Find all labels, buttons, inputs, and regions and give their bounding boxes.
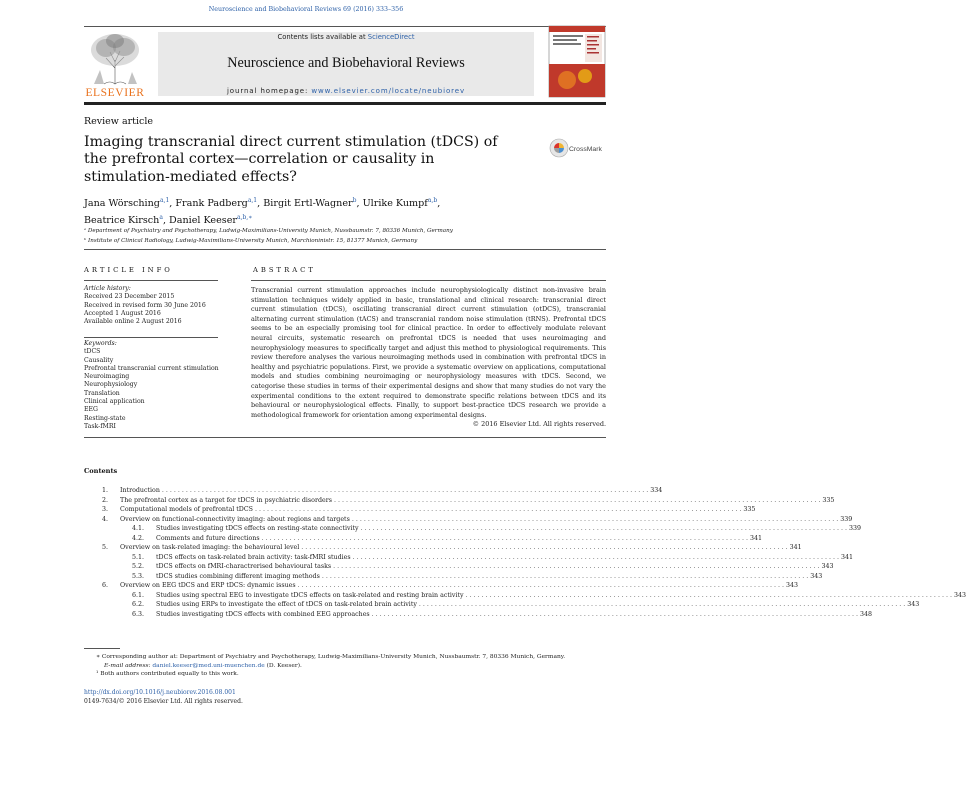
toc-number: 4.2.: [131, 534, 144, 542]
keyword: EEG: [84, 406, 98, 414]
toc-title: Studies using spectral EEG to investigate tDCS effects on task-related and resting brain activity: [156, 591, 464, 599]
toc-number: 2.: [101, 496, 108, 504]
author-separator: ,: [162, 214, 170, 226]
author-affiliation-marker[interactable]: a,b,∗: [236, 213, 253, 221]
toc-leader-dots: . . . . . . . . . . . . . . . . . . . . . . . . . . . . . . . . . . . . . . . . . . . . . . . . . . . . . . . . . . . . . . . . . . . . . . . . . . . . . . . . . . . . . . . . . . . . . . . . . . . . . . . . . . . . . . . . . . . . . . . . . .: [161, 487, 649, 494]
toc-entry[interactable]: [84, 553, 853, 563]
toc-page-number: 343: [953, 591, 966, 599]
toc-title: Overview on EEG tDCS and ERP tDCS: dynamic issues: [120, 582, 296, 589]
keyword: Task-fMRI: [84, 422, 116, 430]
toc-entry[interactable]: [84, 591, 966, 601]
toc-number: 1.: [101, 487, 108, 494]
toc-leader-dots: . . . . . . . . . . . . . . . . . . . . . . . . . . . . . . . . . . . . . . . . . . . . . . . . . . . . . . . . . . . . . . . . . . . . . . . . . . . . . . . . . . . . . . . . . . . . . . . . . . . . . . . . . . . . . . . . . . . . . . . . . .: [261, 534, 748, 542]
toc-leader-dots: . . . . . . . . . . . . . . . . . . . . . . . . . . . . . . . . . . . . . . . . . . . . . . . . . . . . . . . . . . . . . . . . . . . . . . . . . . . . . . . . . . . . . . . . . . . . . . . . . . . . . . . . . . . . . . . . . . . . . . . . . .: [351, 515, 839, 523]
toc-title: Computational models of prefrontal tDCS: [120, 506, 253, 513]
keyword: Causality: [84, 356, 114, 364]
journal-title: Neuroscience and Biobehavioral Reviews: [227, 55, 465, 71]
email-line: [84, 662, 565, 671]
toc-title: Comments and future directions: [156, 534, 260, 542]
toc-entry[interactable]: [84, 543, 802, 553]
author-affiliation-marker[interactable]: a: [159, 213, 163, 221]
affiliations: [84, 226, 453, 246]
elsevier-wordmark: ELSEVIER: [85, 87, 145, 99]
author-affiliation-marker[interactable]: a,b: [427, 197, 438, 204]
author-name[interactable]: Daniel Keeser: [169, 214, 237, 226]
toc-title: Overview on functional-connectivity imaging: about regions and targets: [120, 515, 350, 523]
toc-number: 6.1.: [131, 591, 144, 599]
toc-number: 5.: [101, 544, 108, 551]
keyword: Clinical application: [84, 398, 145, 406]
toc-page-number: 341: [749, 534, 763, 542]
keyword: Resting-state: [84, 414, 126, 422]
header-top-rule: [84, 26, 606, 27]
author-name[interactable]: Beatrice Kirsch: [84, 214, 160, 226]
abstract-text: Transcranial current stimulation approaches include neurophysiologically distinct non-invasive brain stimulation techniques widely applied in basic, translational and clinical research: transcranial direct current stimulation (tDCS), oscillating transcranial direct current stimulation (otDCS), transcranial alternating current stimulation (tACS) and transcranial random noise stimulation (tRNS). Prefrontal tDCS seems to be an especially promising tool for clinical practice. In order to effectively modulate relevant neural circuits, systematic research on prefrontal tDCS is needed that uses neuroimaging and neurophysiology measures to specifically target and adjust this method to physiological requirements. This review therefore analyses the various neuroimaging methods used in combination with prefrontal tDCS in healthy and psychiatric populations. First, we provide a systematic overview on applications, computational models and studies combining neuroimaging or neurophysiology measures with tDCS. Second, we categorise these studies in terms of their experimental designs and show that many studies do not vary the experimental conditions to the extent required to demonstrate specific relations between tDCS and its behavioural or neurophysiological effects. Finally, to support best-practice tDCS research we provide a methodological framework for orientation among experimental designs.: [251, 286, 606, 419]
toc-title: tDCS effects on task-related brain activity: task-fMRI studies: [156, 553, 351, 561]
journal-homepage-prefix: journal homepage:: [226, 87, 309, 95]
keyword: Translation: [84, 389, 120, 397]
toc-entry[interactable]: [84, 505, 756, 515]
toc-entry[interactable]: [84, 572, 823, 582]
abstract-copyright: © 2016 Elsevier Ltd. All rights reserved.: [472, 420, 606, 428]
article-title: Imaging transcranial direct current stimulation (tDCS) of the prefrontal cortex—correlation or causality in stimulation-mediated effects?: [84, 134, 498, 185]
history-accepted: Accepted 1 August 2016: [84, 309, 161, 317]
toc-entry[interactable]: [84, 610, 873, 620]
equal-contribution-note: ¹ Both authors contributed equally to this work.: [96, 671, 239, 678]
history-received: Received 23 December 2015: [84, 293, 175, 301]
keyword: Neuroimaging: [84, 373, 130, 381]
toc-page-number: 343: [821, 563, 834, 570]
affiliation-b: ᵇ Institute of Clinical Radiology, Ludwig-Maximilians-University Munich, Marchioninistr. 15, 81377 Munich, Germany: [84, 238, 418, 244]
toc-entry[interactable]: [84, 515, 853, 525]
toc-page-number: 343: [907, 601, 920, 608]
toc-number: 6.2.: [131, 601, 144, 608]
toc-title: The prefrontal cortex as a target for tDCS in psychiatric disorders: [120, 496, 332, 504]
toc-title: tDCS effects on fMRI-charactrerised behavioural tasks: [156, 563, 332, 570]
author-name[interactable]: Ulrike Kumpf: [362, 198, 428, 210]
author-affiliation-marker[interactable]: b: [352, 197, 357, 204]
toc-leader-dots: . . . . . . . . . . . . . . . . . . . . . . . . . . . . . . . . . . . . . . . . . . . . . . . . . . . . . . . . . . . . . . . . . . . . . . . . . . . . . . . . . . . . . . . . . . . . . . . . . . . . . . . . . . . . . . . . . . . . . . . . . .: [321, 572, 809, 580]
author-separator: ,: [257, 198, 264, 210]
footnotes: [84, 653, 565, 679]
doi-link[interactable]: http://dx.doi.org/10.1016/j.neubiorev.2016.08.001: [84, 689, 236, 696]
journal-homepage-link[interactable]: www.elsevier.com/locate/neubiorev: [311, 87, 466, 95]
author-separator: ,: [356, 198, 363, 210]
email-link[interactable]: daniel.keeser@med.uni-muenchen.de: [152, 662, 265, 669]
author-name[interactable]: Frank Padberg: [175, 198, 248, 210]
article-history-label: Article history:: [84, 285, 131, 292]
table-of-contents: [84, 486, 966, 619]
footnote-rule: [84, 648, 120, 649]
author-name[interactable]: Birgit Ertl-Wagner: [263, 198, 353, 210]
toc-leader-dots: . . . . . . . . . . . . . . . . . . . . . . . . . . . . . . . . . . . . . . . . . . . . . . . . . . . . . . . . . . . . . . . . . . . . . . . . . . . . . . . . . . . . . . . . . . . . . . . . . . . . . . . . . . . . . . . . . . . . . . . . . .: [352, 553, 839, 561]
journal-homepage-line: [158, 87, 534, 95]
toc-page-number: 335: [743, 506, 756, 513]
toc-number: 6.: [101, 582, 108, 589]
keywords-rule: [84, 337, 218, 338]
toc-number: 5.1.: [131, 553, 144, 561]
doi-block: [84, 689, 243, 706]
toc-page-number: 335: [822, 496, 835, 504]
toc-entry[interactable]: [84, 562, 834, 572]
contents-heading: Contents: [84, 467, 118, 475]
keywords-block: [84, 340, 219, 431]
toc-page-number: 339: [840, 515, 853, 523]
toc-number: 5.2.: [131, 563, 144, 570]
abstract-bottom-rule: [84, 437, 606, 438]
toc-number: 6.3.: [131, 610, 144, 618]
toc-title: Studies investigating tDCS effects with combined EEG approaches: [156, 610, 370, 618]
article-info-rule: [84, 280, 218, 281]
toc-entry[interactable]: [84, 524, 862, 534]
keyword: Prefrontal transcranial current stimulation: [84, 364, 219, 372]
toc-entry[interactable]: [84, 581, 799, 591]
author-affiliation-marker[interactable]: a,1: [247, 197, 258, 204]
toc-entry[interactable]: [84, 600, 920, 610]
toc-title: Overview on task-related imaging: the behavioural level: [120, 544, 300, 551]
toc-page-number: 343: [785, 582, 799, 589]
email-label: E-mail address:: [104, 662, 151, 669]
author-separator: ,: [437, 198, 441, 210]
crossmark-badge[interactable]: [549, 137, 607, 159]
abstract-rule: [251, 280, 606, 281]
toc-number: 3.: [101, 506, 108, 513]
toc-leader-dots: . . . . . . . . . . . . . . . . . . . . . . . . . . . . . . . . . . . . . . . . . . . . . . . . . . . . . . . . . . . . . . . . . . . . . . . . . . . . . . . . . . . . . . . . . . . . . . . . . . . . . . . . . . . . . . . . . . . . . . . . . .: [418, 601, 906, 608]
author-separator: ,: [169, 198, 176, 210]
article-history: [84, 285, 206, 326]
article-info-heading: ARTICLE INFO: [84, 266, 173, 274]
toc-page-number: 339: [849, 525, 862, 532]
toc-title: Studies investigating tDCS effects on resting-state connectivity: [156, 525, 359, 532]
author-list: [84, 194, 554, 228]
toc-leader-dots: . . . . . . . . . . . . . . . . . . . . . . . . . . . . . . . . . . . . . . . . . . . . . . . . . . . . . . . . . . . . . . . . . . . . . . . . . . . . . . . . . . . . . . . . . . . . . . . . . . . . . . . . . . . . . . . . . . . . . . . . . .: [333, 563, 820, 570]
header-thick-rule: [84, 102, 606, 105]
journal-reference-link[interactable]: Neuroscience and Biobehavioral Reviews 69 (2016) 333–356: [208, 6, 404, 13]
toc-page-number: 341: [789, 544, 802, 551]
toc-leader-dots: . . . . . . . . . . . . . . . . . . . . . . . . . . . . . . . . . . . . . . . . . . . . . . . . . . . . . . . . . . . . . . . . . . . . . . . . . . . . . . . . . . . . . . . . . . . . . . . . . . . . . . . . . . . . . . . . . . . . . . . . . .: [301, 544, 788, 551]
toc-title: tDCS studies combining different imaging methods: [156, 572, 320, 580]
contents-available-prefix: Contents lists available at: [277, 33, 366, 41]
toc-leader-dots: . . . . . . . . . . . . . . . . . . . . . . . . . . . . . . . . . . . . . . . . . . . . . . . . . . . . . . . . . . . . . . . . . . . . . . . . . . . . . . . . . . . . . . . . . . . . . . . . . . . . . . . . . . . . . . . . . . . . . . . . . .: [360, 525, 848, 532]
issn-line: 0149-7634/© 2016 Elsevier Ltd. All rights reserved.: [84, 697, 243, 705]
crossmark-label: CrossMark: [569, 146, 602, 153]
toc-leader-dots: . . . . . . . . . . . . . . . . . . . . . . . . . . . . . . . . . . . . . . . . . . . . . . . . . . . . . . . . . . . . . . . . . . . . . . . . . . . . . . . . . . . . . . . . . . . . . . . . . . . . . . . . . . . . . . . . . . . . . . . . . .: [297, 582, 784, 589]
author-name[interactable]: Jana Wörsching: [84, 198, 160, 210]
journal-cover-thumbnail: [549, 26, 605, 97]
keywords-label: Keywords:: [84, 340, 117, 347]
toc-leader-dots: . . . . . . . . . . . . . . . . . . . . . . . . . . . . . . . . . . . . . . . . . . . . . . . . . . . . . . . . . . . . . . . . . . . . . . . . . . . . . . . . . . . . . . . . . . . . . . . . . . . . . . . . . . . . . . . . . . . . . . . . . .: [465, 591, 952, 599]
article-type: Review article: [84, 116, 153, 127]
toc-page-number: 341: [840, 553, 853, 561]
toc-entry[interactable]: [84, 486, 663, 496]
toc-leader-dots: . . . . . . . . . . . . . . . . . . . . . . . . . . . . . . . . . . . . . . . . . . . . . . . . . . . . . . . . . . . . . . . . . . . . . . . . . . . . . . . . . . . . . . . . . . . . . . . . . . . . . . . . . . . . . . . . . . . . . . . . . .: [333, 496, 821, 504]
toc-title: Studies using ERPs to investigate the effect of tDCS on task-related brain activity: [156, 601, 417, 608]
toc-leader-dots: . . . . . . . . . . . . . . . . . . . . . . . . . . . . . . . . . . . . . . . . . . . . . . . . . . . . . . . . . . . . . . . . . . . . . . . . . . . . . . . . . . . . . . . . . . . . . . . . . . . . . . . . . . . . . . . . . . . . . . . . . .: [254, 506, 742, 513]
history-revised: Received in revised form 30 June 2016: [84, 301, 206, 309]
toc-title: Introduction: [120, 487, 160, 494]
toc-entry[interactable]: [84, 534, 763, 544]
history-online: Available online 2 August 2016: [84, 318, 182, 326]
corresponding-author-note: ∗ Corresponding author at: Department of Psychiatry and Psychotherapy, Ludwig-Maximilians-University Munich, Nussbaumstr. 7, 80336 Munich, Germany.: [96, 654, 566, 660]
toc-page-number: 343: [810, 572, 823, 580]
affiliation-a: ᵃ Department of Psychiatry and Psychotherapy, Ludwig-Maximilians-University Munich, Nussbaumstr. 7, 80336 Munich, Germany: [84, 228, 453, 234]
sciencedirect-link[interactable]: ScienceDirect: [367, 33, 415, 41]
toc-number: 4.1.: [131, 525, 144, 532]
toc-page-number: 348: [860, 610, 873, 618]
keyword: tDCS: [84, 348, 101, 356]
toc-leader-dots: . . . . . . . . . . . . . . . . . . . . . . . . . . . . . . . . . . . . . . . . . . . . . . . . . . . . . . . . . . . . . . . . . . . . . . . . . . . . . . . . . . . . . . . . . . . . . . . . . . . . . . . . . . . . . . . . . . . . . . . . . .: [371, 610, 859, 618]
affiliation-rule: [84, 249, 606, 250]
keyword: Neurophysiology: [84, 381, 138, 389]
toc-entry[interactable]: [84, 496, 835, 506]
author-affiliation-marker[interactable]: a,1: [159, 197, 170, 204]
email-suffix: (D. Keeser).: [266, 662, 302, 669]
toc-page-number: 334: [650, 487, 663, 494]
toc-number: 5.3.: [131, 572, 144, 580]
toc-number: 4.: [101, 515, 108, 523]
abstract-heading: ABSTRACT: [253, 266, 316, 274]
contents-available-line: [158, 33, 534, 41]
